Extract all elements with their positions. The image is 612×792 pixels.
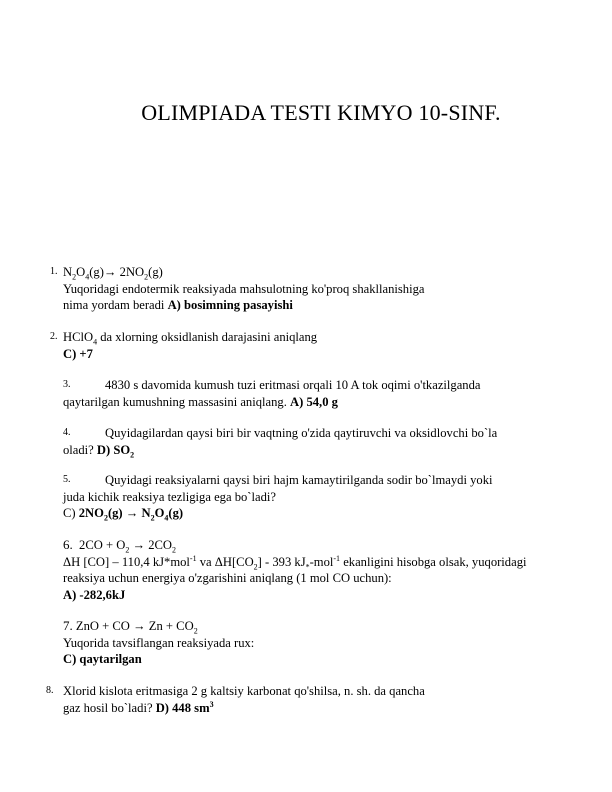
question-7-text: Yuqorida tavsiflangan reaksiyada rux: <box>63 635 255 650</box>
question-7-equation: 7. ZnO + CO → $Zn + CO_2$ <box>63 618 198 636</box>
question-2-text: HClO$_4$ da xlorning oksidlanish darajasini aniqlang <box>63 330 318 347</box>
question-5 <box>63 472 583 522</box>
question-8-answer: D) 448 $sm^3$ <box>155 699 214 715</box>
question-8 <box>63 683 583 716</box>
question-4-text-2: oladi? D) $SO_2$ <box>63 442 135 460</box>
question-3-answer: A) 54,0 g <box>290 394 338 409</box>
question-3-text-2: qaytarilgan kumushning massasini aniqlang. A) 54,0 g <box>63 394 338 409</box>
question-1-formula: $N_2O_4(g)\to 2NO_2(g)$ <box>63 265 163 282</box>
question-5-text-2: juda kichik reaksiya tezligiga ega bo`ladi? <box>63 489 276 504</box>
question-8-text-2: gaz hosil bo`ladi? D) 448 $sm^3$ <box>63 699 214 715</box>
question-number: 2. <box>50 331 58 342</box>
question-1-answer: A) bosimning pasayishi <box>167 298 293 312</box>
question-1 <box>63 264 583 314</box>
question-7 <box>63 618 583 668</box>
question-6-equation: 6. $2CO + O_2 \to 2CO_2$ <box>63 537 177 555</box>
question-4-answer: D) $SO_2$ <box>96 442 135 460</box>
question-3-text: 4830 s davomida kumush tuzi eritmasi orqali 10 A tok oqimi o'tkazilganda <box>105 378 481 392</box>
question-number: 4. <box>63 427 71 438</box>
question-3 <box>63 377 583 410</box>
question-1-text: Yuqoridagi endotermik reaksiyada mahsulotning ko'proq shakllanishiga <box>63 281 425 296</box>
question-2 <box>63 329 583 362</box>
question-number: 5. <box>63 474 71 485</box>
question-1-text-2: nima yordam beradi A) bosimning pasayishi <box>63 298 293 312</box>
question-number: 8. <box>46 685 54 696</box>
question-6-text-2: reaksiya uchun energiya o'zgarishini aniqlang (1 mol CO uchun): <box>63 571 392 585</box>
question-number: 3. <box>63 379 71 390</box>
question-6-text: ΔH [CO] – 110,4 kJ*mol$^{-1}$ va $\Delta H[CO_2] - 393$ $kJ_*-mol^{-1}$ ekanligini hisobga olsak, yuqoridagi <box>63 553 527 572</box>
question-8-text: Xlorid kislota eritmasiga 2 g kaltsiy karbonat qo'shilsa, n. sh. da qancha <box>63 684 425 698</box>
question-5-text: Quyidagi reaksiyalarni qaysi biri hajm kamaytirilganda sodir bo`lmaydi yoki <box>105 473 493 487</box>
question-6-answer: A) -282,6kJ <box>63 587 126 602</box>
question-5-answer: C) $2NO_2(g) \to N_2O_4(g)$ <box>63 506 184 523</box>
question-4-text: Quyidagilardan qaysi biri bir vaqtning o'zida qaytiruvchi va oksidlovchi bo`la <box>105 426 498 440</box>
question-4 <box>63 425 583 458</box>
page-title: OLIMPIADA TESTI KIMYO 10-SINF. <box>141 100 501 125</box>
question-number: 1. <box>50 266 58 277</box>
question-7-answer: C) qaytarilgan <box>63 652 142 666</box>
question-2-answer: C) +7 <box>63 346 93 361</box>
question-6 <box>63 537 583 603</box>
